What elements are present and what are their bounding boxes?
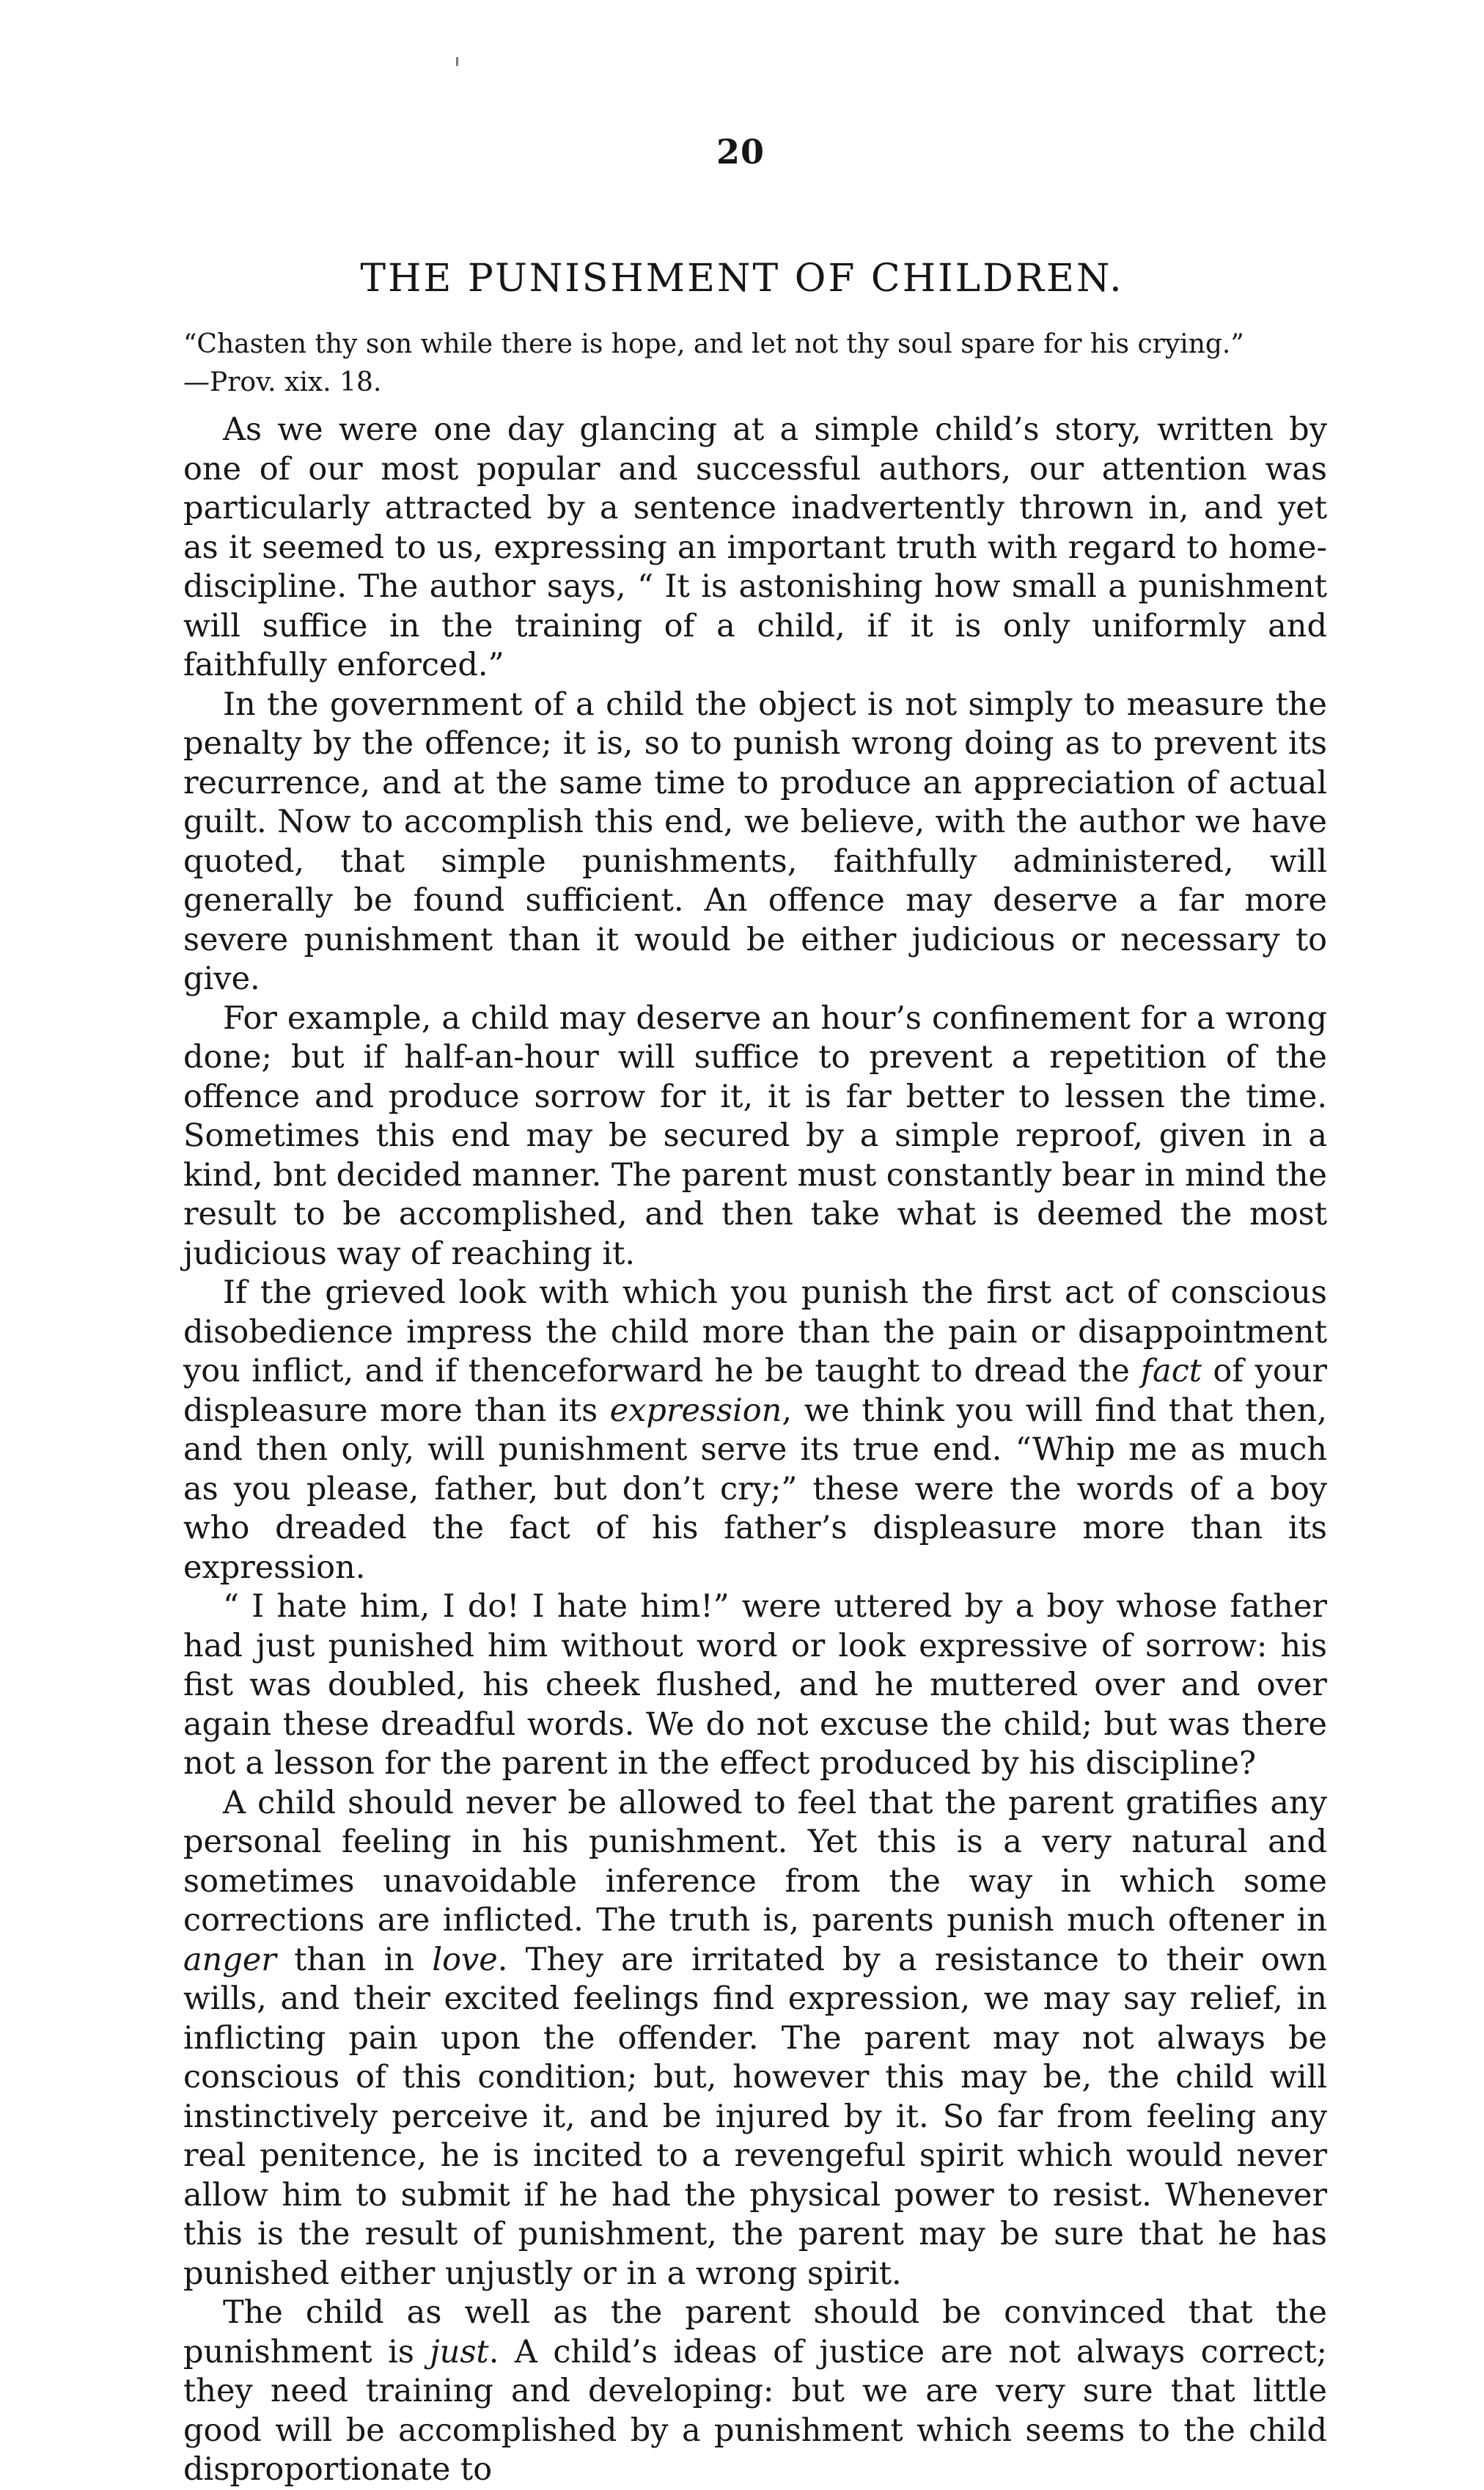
print-mark (456, 57, 458, 66)
paragraph-6 (183, 1784, 1327, 2294)
paragraph-3: For example, a child may deserve an hour’s confinement for a wrong done; but if half-an-hour will suffice to prevent a repetition of the offence and produce sorrow for it, it is far better to lessen the time. Sometimes this end may be secured by a simple reproof, given in a kind, bnt decided manner. The parent must constantly bear in mind the result to be accomplished, and then take what is deemed the most judicious way of reaching it. (183, 999, 1327, 1272)
paragraph-4-text-c: , we think you will find that then, and then only, will punishment serve its true end. “Whip me as much as you please, father, but don’t cry;” these were the words of a boy who dreaded the fact of his father’s displeasure more than its expression. (183, 1392, 1327, 1586)
paragraph-6-text-a: A child should never be allowed to feel that the parent gratifies any personal feeling in his punishment. Yet this is a very natural and sometimes unavoidable inference from the way in which some corrections are inflicted. The truth is, parents punish much oftener in (183, 1784, 1327, 1939)
paragraph-6-text-b: than in (276, 1941, 433, 1978)
paragraph-6-text-c: . They are irritated by a resistance to their own wills, and their excited feelings find expression, we may say relief, in inflicting pain upon the offender. The parent may not always be conscious of this condition; but, however this may be, the child will instinctively perceive it, and be injured by it. So far from feeling any real penitence, he is incited to a revengeful spirit which would never allow him to submit if he had the physical power to resist. Whenever this is the result of punishment, the parent may be sure that he has punished either unjustly or in a wrong spirit. (183, 1941, 1327, 2292)
paragraph-1: As we were one day glancing at a simple child’s story, written by one of our most popular and successful authors, our attention was particularly attracted by a sentence inadvertently thrown in, and yet as it seemed to us, expressing an important truth with regard to home-discipline. The author says, “ It is astonishing how small a punishment will suffice in the training of a child, if it is only uniformly and faithfully enforced.” (183, 411, 1327, 683)
paragraph-5: “ I hate him, I do! I hate him!” were uttered by a boy whose father had just punished him without word or look expressive of sorrow: his fist was doubled, his cheek flushed, and he muttered over and over again these dreadful words. We do not excuse the child; but was there not a lesson for the parent in the effect produced by his discipline? (183, 1588, 1327, 1782)
article-body (183, 411, 1327, 2490)
page-title: THE PUNISHMENT OF CHILDREN. (360, 257, 1124, 301)
paragraph-4-emphasis-expression: expression (609, 1392, 782, 1429)
epigraph-reference: —Prov. xix. 18. (183, 367, 382, 397)
page-number: 20 (716, 132, 765, 172)
epigraph-quote: “Chasten thy son while there is hope, and let not thy soul spare for his crying.” (183, 329, 1244, 359)
paragraph-2: In the government of a child the object is not simply to measure the penalty by the offence; it is, so to punish wrong doing as to prevent its recurrence, and at the same time to produce an appreciation of actual guilt. Now to accomplish this end, we believe, with the author we have quoted, that simple punishments, faithfully administered, will generally be found sufficient. An offence may deserve a far more severe punishment than it would be either judicious or necessary to give. (183, 686, 1327, 997)
paragraph-4-emphasis-fact: fact (1141, 1353, 1202, 1389)
paragraph-7-text-b: . A child’s ideas of justice are not always correct; they need training and developing: but we are very sure that little good will be accomplished by a punishment which seems to the child disproportionate to (183, 2333, 1327, 2488)
paragraph-7-emphasis-just: just (430, 2333, 489, 2370)
paragraph-4-text-b: of your displeasure more than its (183, 1353, 1327, 1429)
paragraph-6-emphasis-anger: anger (183, 1941, 276, 1978)
paragraph-7-text-a: The child as well as the parent should be convinced that the punishment is (183, 2294, 1327, 2370)
paragraph-6-emphasis-love: love (432, 1941, 498, 1978)
paragraph-4-text-a: If the grieved look with which you punish the first act of conscious disobedience impress the child more than the pain or disappointment you inflict, and if thenceforward he be taught to dread the (183, 1274, 1327, 1389)
paragraph-4 (183, 1274, 1327, 1587)
